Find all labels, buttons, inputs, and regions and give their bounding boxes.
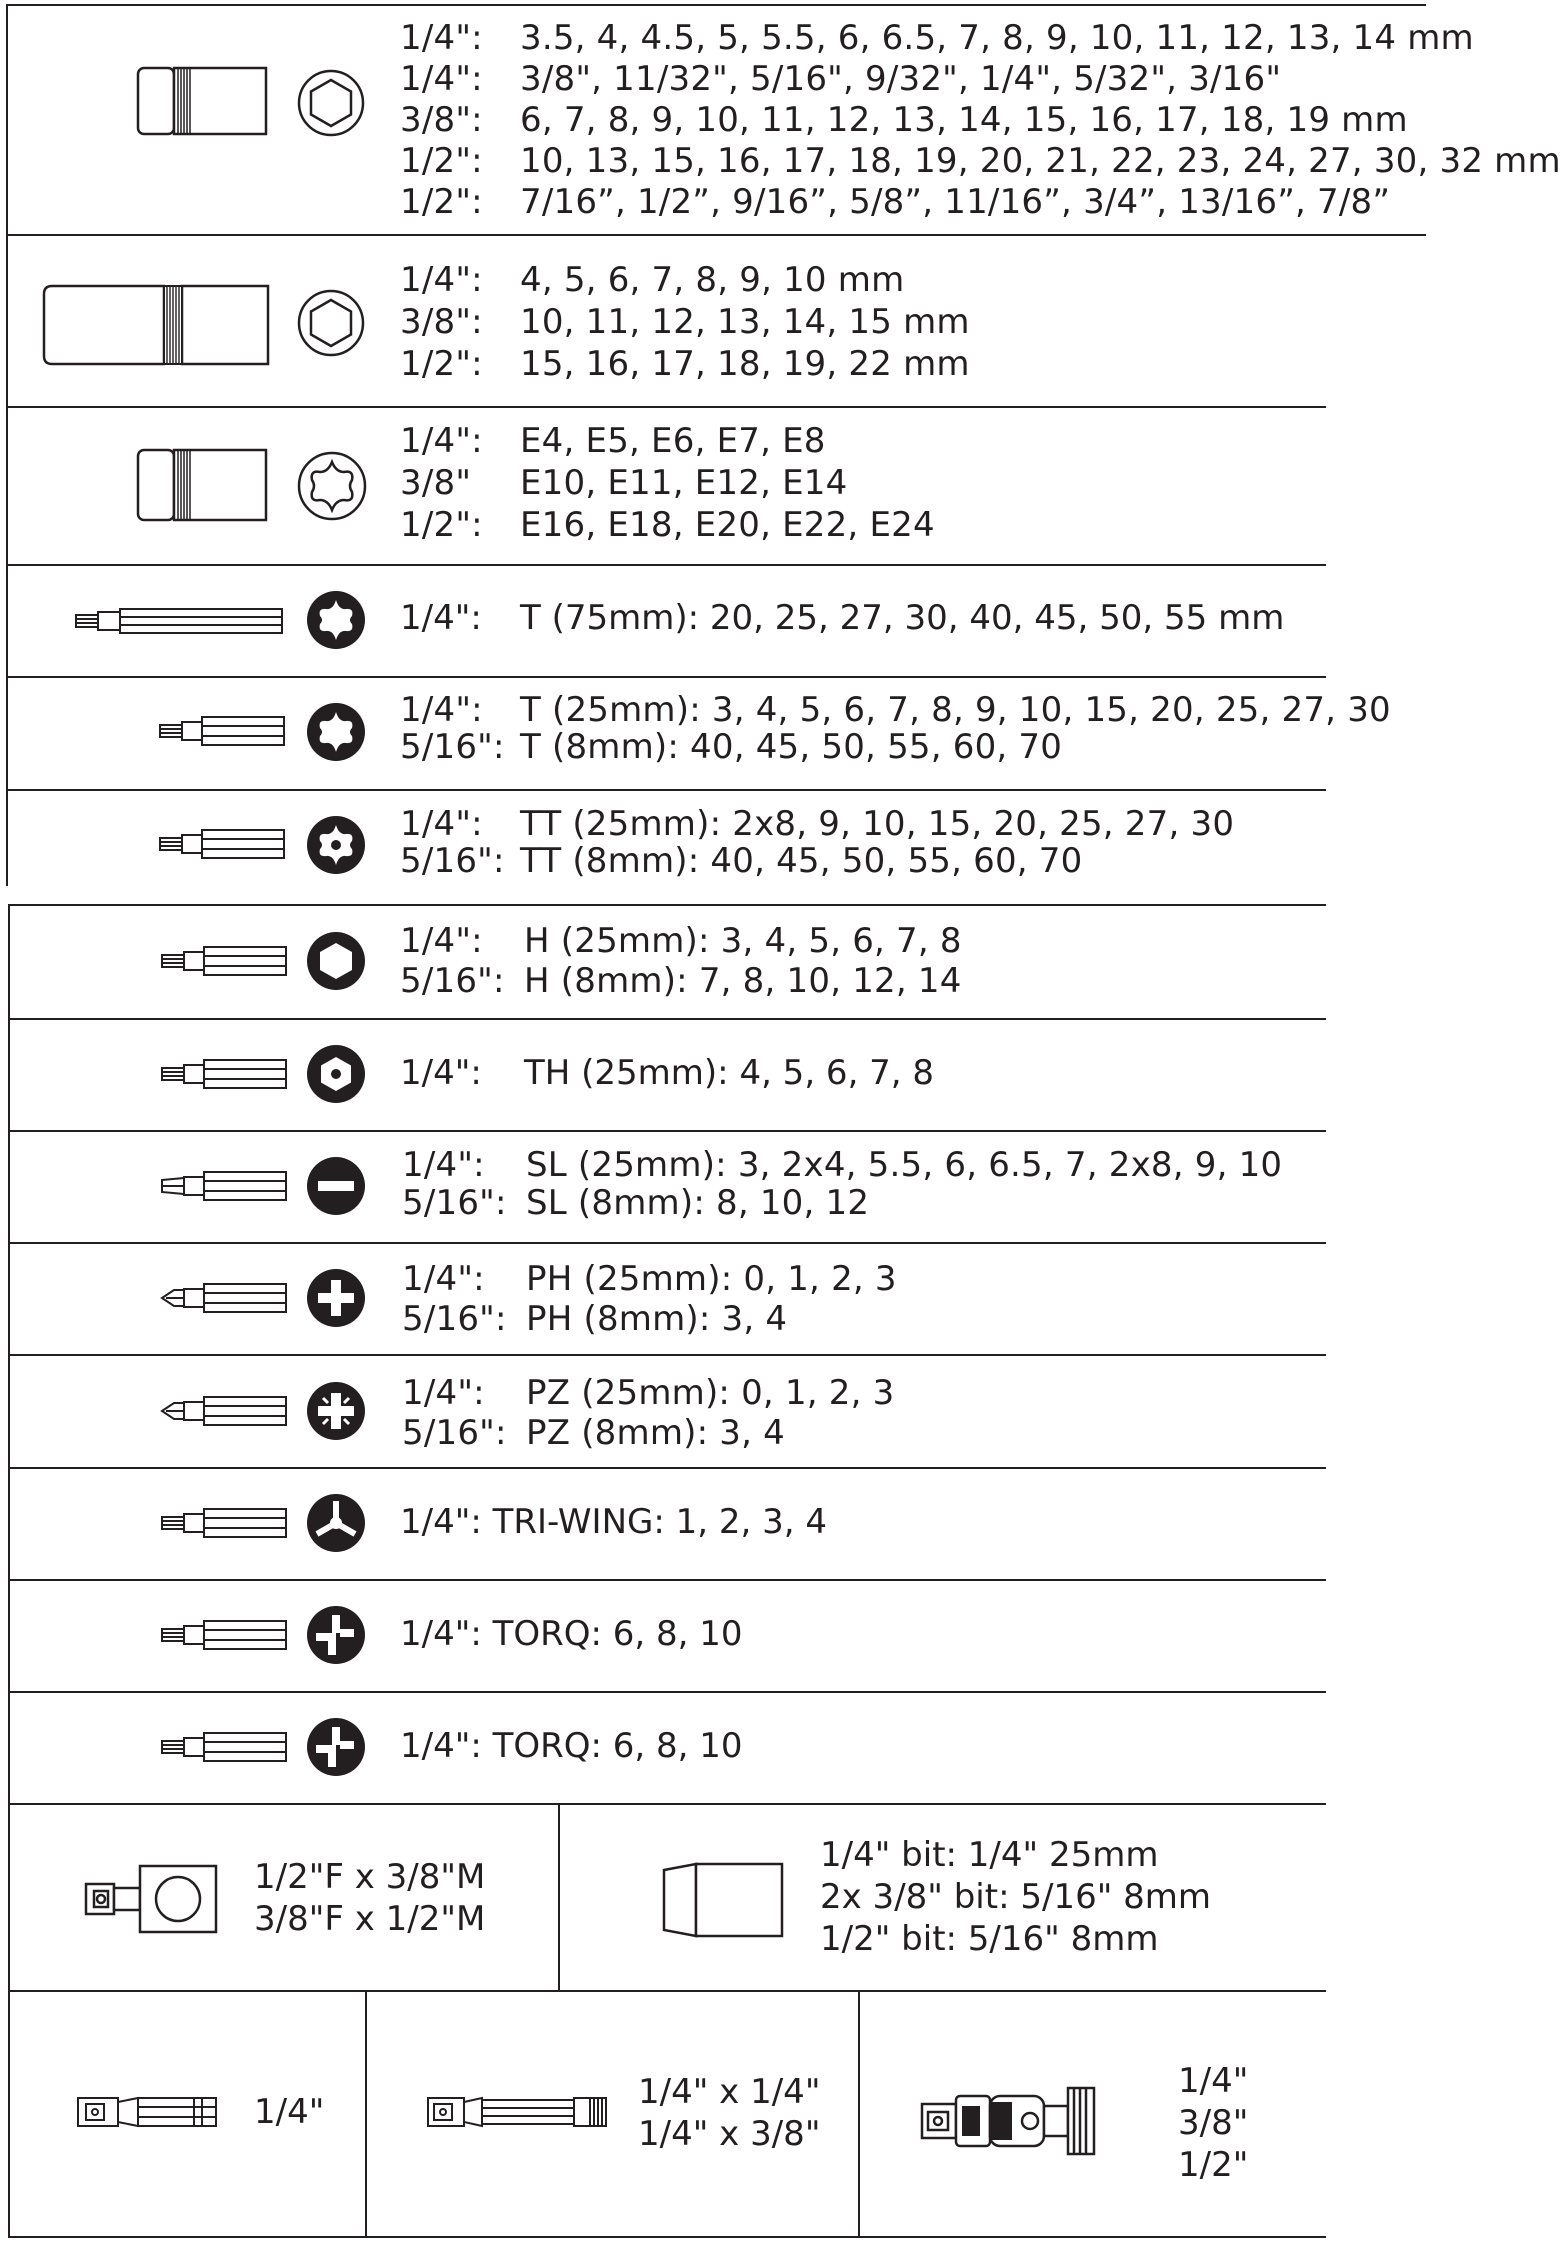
slotted-end-icon (306, 1156, 366, 1216)
spec-line (400, 843, 1234, 880)
reducer-labels (254, 1856, 485, 1940)
drive-size: 3/8": (400, 302, 483, 342)
drive-size: 1/4": (402, 1259, 485, 1299)
drive-size: 1/4": (400, 260, 483, 300)
row-divider (8, 564, 1326, 566)
spec-line (402, 1413, 894, 1453)
drive-size: 5/16": (402, 1183, 507, 1223)
drive-size: 1/4": (400, 18, 483, 58)
size-list: 10, 13, 15, 16, 17, 18, 19, 20, 21, 22, 23, 24, 27, 30, 32 mm (520, 141, 1561, 181)
bit-icon (160, 1617, 290, 1653)
spec-lines (400, 259, 970, 385)
drive-size: 1/4": (400, 690, 483, 730)
spec-line (400, 100, 1561, 141)
socket-reducer-icon (84, 1864, 220, 1934)
size-list: H (25mm): 3, 4, 5, 6, 7, 8 (524, 921, 962, 961)
spec-line (400, 1614, 743, 1655)
drive-size: 1/4": (400, 1053, 482, 1093)
drive-size: 1/4": (400, 59, 483, 99)
spec-lines (402, 1259, 897, 1339)
bit-holder-size: 1/4" (254, 2092, 325, 2132)
size-list: E4, E5, E6, E7, E8 (520, 421, 826, 461)
cell-divider (365, 1990, 367, 2238)
size-list: SL (8mm): 8, 10, 12 (526, 1183, 870, 1223)
e-torx-end-icon (296, 450, 368, 522)
spec-line (400, 806, 1234, 843)
spec-line (400, 59, 1561, 100)
drive-size: 5/16": (400, 727, 505, 767)
reducer-label: 1/2"F x 3/8"M (254, 1857, 486, 1897)
size-list: SL (25mm): 3, 2x4, 5.5, 6, 6.5, 7, 2x8, 9, 10 (526, 1145, 1283, 1185)
bit-adapter-label: 1/4" bit: 1/4" 25mm (820, 1835, 1159, 1875)
row-divider (8, 406, 1326, 408)
tamper-hex-end-icon (306, 1044, 366, 1104)
spec-line (400, 420, 935, 462)
spec-lines (402, 1146, 1282, 1222)
phillips-bit-icon (160, 1280, 290, 1316)
drive-size: 1/2": (400, 141, 483, 181)
spec-line (402, 1373, 894, 1413)
size-list: TH (25mm): 4, 5, 6, 7, 8 (524, 1053, 935, 1093)
row-divider (8, 1242, 1326, 1244)
table-border-bottom (8, 2236, 1326, 2238)
drive-size: 5/16": (400, 961, 505, 1001)
spec-text: 1/4": TORQ: 6, 8, 10 (400, 1726, 743, 1766)
bit-icon (158, 826, 288, 862)
row-divider (8, 1691, 1326, 1693)
spec-line (400, 301, 970, 343)
drive-size: 1/4": (400, 421, 483, 461)
size-list: TT (25mm): 2x8, 9, 10, 15, 20, 25, 27, 30 (520, 804, 1235, 844)
spec-line (400, 1502, 827, 1543)
spec-line (400, 692, 1391, 729)
phillips-bit-icon (160, 1393, 290, 1429)
spec-line (400, 504, 935, 546)
tri-wing-end-icon (306, 1493, 366, 1553)
torx-end-icon (306, 590, 366, 650)
spec-text: 1/4": TORQ: 6, 8, 10 (400, 1614, 743, 1654)
pozidriv-end-icon (306, 1381, 366, 1441)
size-list: 4, 5, 6, 7, 8, 9, 10 mm (520, 260, 905, 300)
spec-line (402, 1299, 897, 1339)
socket-icon (130, 66, 270, 138)
drive-size: 3/8": (400, 100, 483, 140)
drive-size: 1/2": (400, 505, 483, 545)
row-divider (8, 1018, 1326, 1020)
row-divider (8, 1803, 1326, 1805)
bit-icon (160, 1505, 290, 1541)
drive-size: 1/4": (400, 804, 483, 844)
size-list: E16, E18, E20, E22, E24 (520, 505, 935, 545)
drive-size: 5/16": (402, 1299, 507, 1339)
spec-line (400, 598, 1284, 639)
universal-joint-labels (1178, 2060, 1248, 2186)
extension-bar-labels (638, 2071, 820, 2155)
bit-icon (158, 713, 288, 749)
universal-joint-size: 3/8" (1178, 2103, 1249, 2143)
torq-set-end-icon (306, 1717, 366, 1777)
row-divider (8, 1990, 1326, 1992)
bit-adapter-label: 2x 3/8" bit: 5/16" 8mm (820, 1877, 1212, 1917)
size-list: T (25mm): 3, 4, 5, 6, 7, 8, 9, 10, 15, 20, 25, 27, 30 (520, 690, 1391, 730)
size-list: PH (25mm): 0, 1, 2, 3 (526, 1259, 897, 1299)
hex-socket-end-icon (296, 288, 366, 358)
drive-size: 5/16": (400, 841, 505, 881)
drive-size: 1/2": (400, 344, 483, 384)
spec-lines (400, 806, 1234, 880)
size-list: TT (8mm): 40, 45, 50, 55, 60, 70 (520, 841, 1083, 881)
row-divider (8, 676, 1326, 678)
spec-lines (400, 18, 1561, 223)
size-list: PZ (8mm): 3, 4 (526, 1413, 785, 1453)
spec-line (402, 1146, 1282, 1184)
size-list: T (8mm): 40, 45, 50, 55, 60, 70 (520, 727, 1063, 767)
spec-line (400, 141, 1561, 182)
drive-size: 1/4": (400, 598, 482, 638)
spec-lines (400, 420, 935, 546)
table-border-left (6, 4, 8, 886)
size-list: 3/8", 11/32", 5/16", 9/32", 1/4", 5/32", 3/16" (520, 59, 1282, 99)
spec-line (402, 1184, 1282, 1222)
torx-end-icon (306, 702, 366, 762)
table-border-top (8, 4, 1426, 6)
drive-size: 5/16": (402, 1413, 507, 1453)
universal-joint-size: 1/4" (1178, 2061, 1249, 2101)
bit-adapter-label: 1/2" bit: 5/16" 8mm (820, 1919, 1159, 1959)
spec-text: 1/4": TRI-WING: 1, 2, 3, 4 (400, 1502, 827, 1542)
row-divider (8, 904, 1326, 906)
size-list: E10, E11, E12, E14 (520, 463, 848, 503)
spec-lines (400, 921, 962, 1001)
row-divider (8, 1354, 1326, 1356)
hex-socket-end-icon (296, 68, 366, 138)
extension-bar-size: 1/4" x 3/8" (638, 2114, 821, 2154)
bit-icon (160, 1729, 290, 1765)
drive-size: 1/2": (400, 182, 483, 222)
spec-line (400, 343, 970, 385)
spec-line (400, 961, 962, 1001)
hex-end-icon (306, 931, 366, 991)
slotted-bit-icon (160, 1168, 290, 1204)
size-list: 10, 11, 12, 13, 14, 15 mm (520, 302, 970, 342)
spec-line (400, 1053, 934, 1094)
torq-set-end-icon (306, 1605, 366, 1665)
size-list: PZ (25mm): 0, 1, 2, 3 (526, 1373, 895, 1413)
size-list: H (8mm): 7, 8, 10, 12, 14 (524, 961, 962, 1001)
deep-socket-icon (42, 282, 272, 368)
row-divider (8, 1130, 1326, 1132)
size-list: 15, 16, 17, 18, 19, 22 mm (520, 344, 970, 384)
spec-line (400, 729, 1391, 766)
cell-divider (858, 1990, 860, 2238)
size-list: T (75mm): 20, 25, 27, 30, 40, 45, 50, 55 mm (520, 598, 1285, 638)
size-list: 7/16”, 1/2”, 9/16”, 5/8”, 11/16”, 3/4”, 13/16”, 7/8” (520, 182, 1391, 222)
row-divider (8, 1467, 1326, 1469)
universal-joint-size: 1/2" (1178, 2145, 1249, 2185)
reducer-label: 3/8"F x 1/2"M (254, 1899, 486, 1939)
spec-line (402, 1259, 897, 1299)
bit-adapter-icon (660, 1860, 786, 1940)
size-list: PH (8mm): 3, 4 (526, 1299, 788, 1339)
extension-bar-size: 1/4" x 1/4" (638, 2072, 821, 2112)
bit-icon (160, 943, 290, 979)
bit-adapter-labels (820, 1834, 1211, 1960)
row-divider (8, 1579, 1326, 1581)
spec-lines (402, 1373, 894, 1453)
tamper-torx-end-icon (306, 815, 366, 875)
bit-holder-icon (76, 2092, 220, 2132)
universal-joint-icon (920, 2080, 1140, 2160)
cell-divider (558, 1803, 560, 1990)
drive-size: 1/4": (402, 1145, 485, 1185)
size-list: 6, 7, 8, 9, 10, 11, 12, 13, 14, 15, 16, 17, 18, 19 mm (520, 100, 1408, 140)
spec-line (400, 921, 962, 961)
socket-icon (130, 448, 270, 524)
long-bit-icon (74, 603, 286, 639)
spec-line (400, 18, 1561, 59)
extension-bar-icon (426, 2092, 610, 2132)
row-divider (8, 789, 1326, 791)
spec-line (400, 1726, 743, 1767)
spec-line (400, 462, 935, 504)
row-divider (8, 234, 1426, 236)
drive-size: 1/4": (400, 921, 483, 961)
drive-size: 3/8" (400, 463, 472, 503)
spec-line (400, 259, 970, 301)
spec-lines (400, 692, 1391, 766)
spec-line (400, 182, 1561, 223)
drive-size: 1/4": (402, 1373, 485, 1413)
bit-icon (160, 1056, 290, 1092)
table-border-left (8, 904, 10, 2238)
size-list: 3.5, 4, 4.5, 5, 5.5, 6, 6.5, 7, 8, 9, 10, 11, 12, 13, 14 mm (520, 18, 1474, 58)
bit-holder-label (254, 2091, 324, 2133)
phillips-end-icon (306, 1268, 366, 1328)
